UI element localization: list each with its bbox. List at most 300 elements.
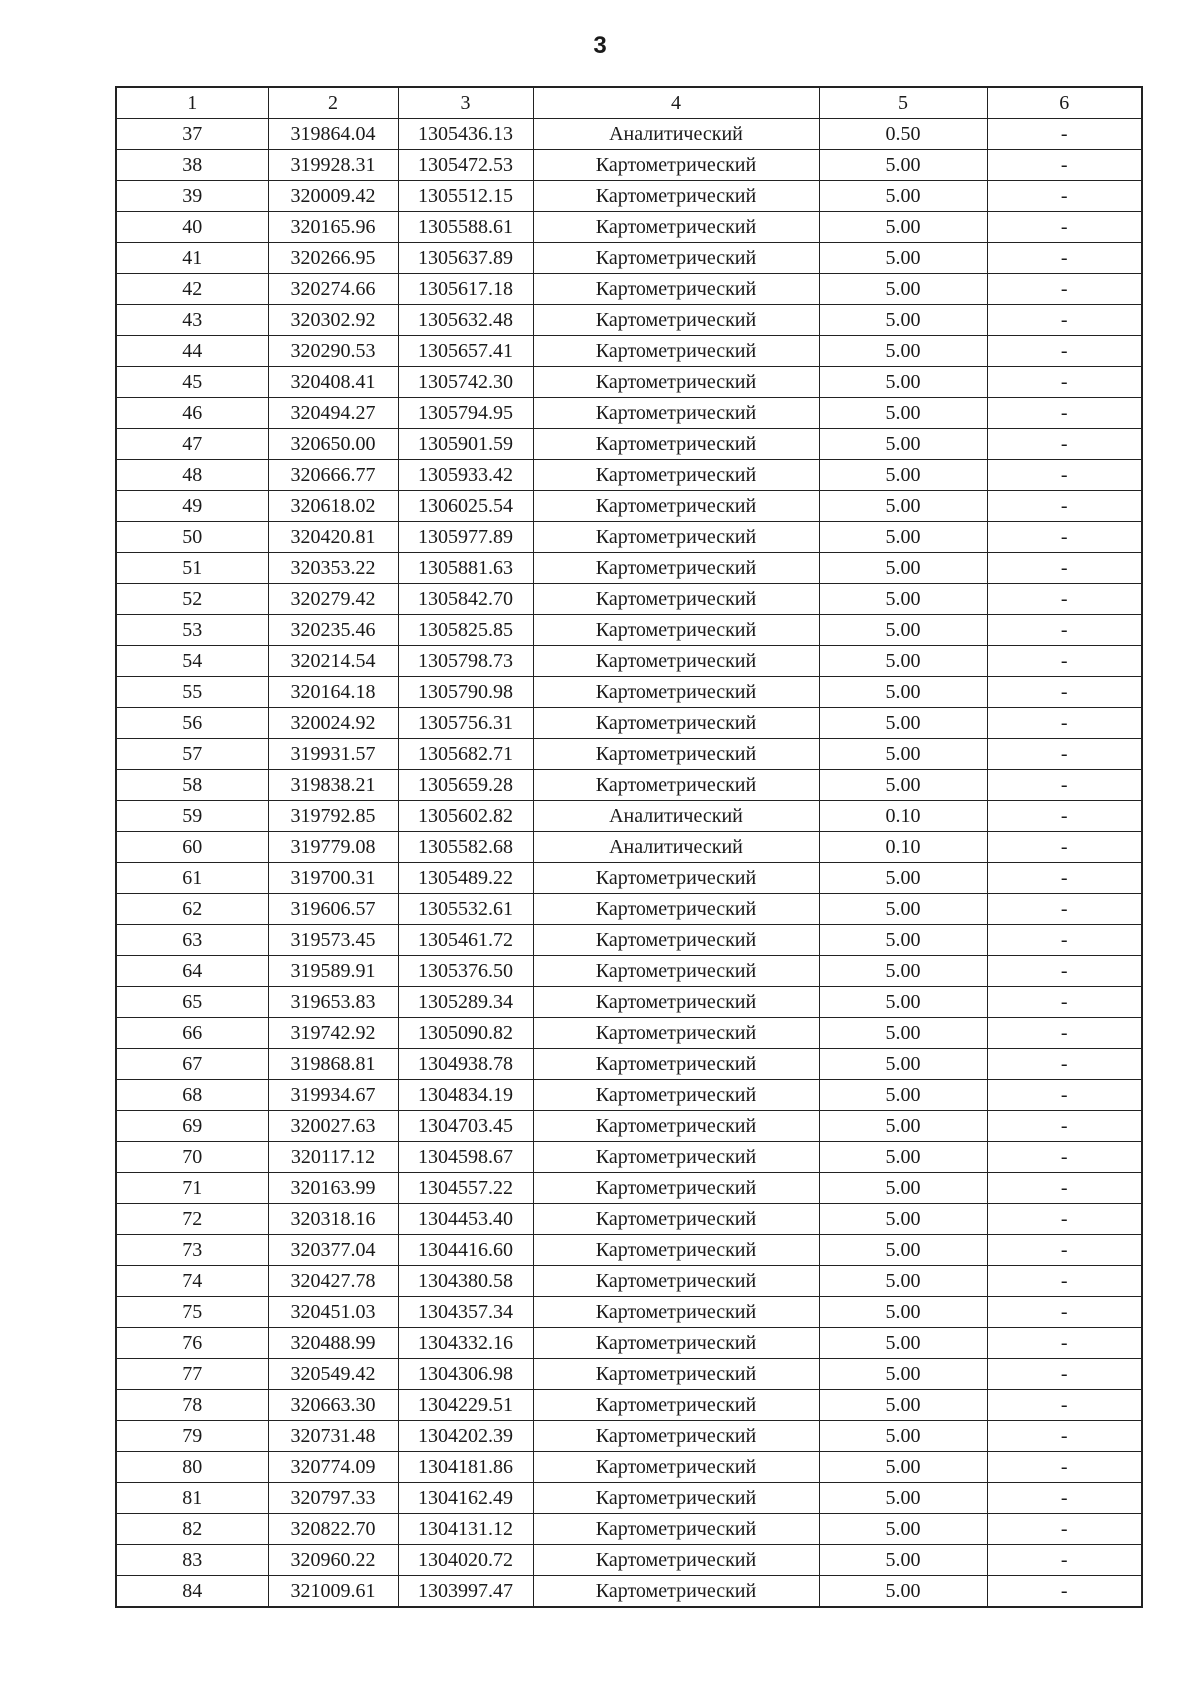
accuracy-cell: 5.00 xyxy=(819,1235,987,1266)
table-row xyxy=(116,1049,1142,1080)
table-row xyxy=(116,460,1142,491)
description-cell: - xyxy=(987,770,1142,801)
description-cell: - xyxy=(987,1390,1142,1421)
point-number-cell: 54 xyxy=(116,646,268,677)
description-cell: - xyxy=(987,553,1142,584)
column-header-4: 4 xyxy=(533,87,819,119)
point-number-cell: 39 xyxy=(116,181,268,212)
accuracy-cell: 5.00 xyxy=(819,150,987,181)
table-row xyxy=(116,925,1142,956)
method-cell: Аналитический xyxy=(533,119,819,150)
accuracy-cell: 5.00 xyxy=(819,956,987,987)
description-cell: - xyxy=(987,1173,1142,1204)
table-row xyxy=(116,1328,1142,1359)
method-cell: Картометрический xyxy=(533,1328,819,1359)
x-coordinate-cell: 320353.22 xyxy=(268,553,398,584)
point-number-cell: 83 xyxy=(116,1545,268,1576)
x-coordinate-cell: 320666.77 xyxy=(268,460,398,491)
x-coordinate-cell: 319931.57 xyxy=(268,739,398,770)
accuracy-cell: 5.00 xyxy=(819,1359,987,1390)
y-coordinate-cell: 1305461.72 xyxy=(398,925,533,956)
accuracy-cell: 5.00 xyxy=(819,1080,987,1111)
x-coordinate-cell: 320164.18 xyxy=(268,677,398,708)
accuracy-cell: 5.00 xyxy=(819,1049,987,1080)
x-coordinate-cell: 319792.85 xyxy=(268,801,398,832)
description-cell: - xyxy=(987,398,1142,429)
point-number-cell: 72 xyxy=(116,1204,268,1235)
y-coordinate-cell: 1305489.22 xyxy=(398,863,533,894)
x-coordinate-cell: 319928.31 xyxy=(268,150,398,181)
point-number-cell: 46 xyxy=(116,398,268,429)
accuracy-cell: 5.00 xyxy=(819,894,987,925)
accuracy-cell: 5.00 xyxy=(819,1018,987,1049)
method-cell: Аналитический xyxy=(533,832,819,863)
table-row xyxy=(116,1483,1142,1514)
method-cell: Картометрический xyxy=(533,708,819,739)
accuracy-cell: 5.00 xyxy=(819,522,987,553)
y-coordinate-cell: 1304416.60 xyxy=(398,1235,533,1266)
method-cell: Картометрический xyxy=(533,522,819,553)
y-coordinate-cell: 1304202.39 xyxy=(398,1421,533,1452)
method-cell: Картометрический xyxy=(533,1204,819,1235)
table-row xyxy=(116,1080,1142,1111)
point-number-cell: 58 xyxy=(116,770,268,801)
accuracy-cell: 5.00 xyxy=(819,491,987,522)
table-row xyxy=(116,367,1142,398)
table-row xyxy=(116,553,1142,584)
method-cell: Картометрический xyxy=(533,274,819,305)
description-cell: - xyxy=(987,1049,1142,1080)
point-number-cell: 75 xyxy=(116,1297,268,1328)
y-coordinate-cell: 1304131.12 xyxy=(398,1514,533,1545)
x-coordinate-cell: 320318.16 xyxy=(268,1204,398,1235)
x-coordinate-cell: 320408.41 xyxy=(268,367,398,398)
coordinates-table xyxy=(115,86,1143,1608)
accuracy-cell: 5.00 xyxy=(819,1514,987,1545)
table-row xyxy=(116,1514,1142,1545)
table-row xyxy=(116,1266,1142,1297)
y-coordinate-cell: 1304557.22 xyxy=(398,1173,533,1204)
table-row xyxy=(116,398,1142,429)
description-cell: - xyxy=(987,119,1142,150)
method-cell: Картометрический xyxy=(533,1452,819,1483)
method-cell: Картометрический xyxy=(533,987,819,1018)
x-coordinate-cell: 320427.78 xyxy=(268,1266,398,1297)
description-cell: - xyxy=(987,832,1142,863)
description-cell: - xyxy=(987,1142,1142,1173)
y-coordinate-cell: 1305659.28 xyxy=(398,770,533,801)
point-number-cell: 66 xyxy=(116,1018,268,1049)
accuracy-cell: 5.00 xyxy=(819,460,987,491)
point-number-cell: 61 xyxy=(116,863,268,894)
accuracy-cell: 5.00 xyxy=(819,1421,987,1452)
accuracy-cell: 5.00 xyxy=(819,1576,987,1608)
accuracy-cell: 5.00 xyxy=(819,212,987,243)
column-header-5: 5 xyxy=(819,87,987,119)
x-coordinate-cell: 320451.03 xyxy=(268,1297,398,1328)
x-coordinate-cell: 320731.48 xyxy=(268,1421,398,1452)
point-number-cell: 67 xyxy=(116,1049,268,1080)
y-coordinate-cell: 1304162.49 xyxy=(398,1483,533,1514)
accuracy-cell: 5.00 xyxy=(819,1390,987,1421)
description-cell: - xyxy=(987,1452,1142,1483)
point-number-cell: 84 xyxy=(116,1576,268,1608)
x-coordinate-cell: 320117.12 xyxy=(268,1142,398,1173)
description-cell: - xyxy=(987,1111,1142,1142)
y-coordinate-cell: 1305637.89 xyxy=(398,243,533,274)
accuracy-cell: 5.00 xyxy=(819,429,987,460)
table-row xyxy=(116,212,1142,243)
y-coordinate-cell: 1305657.41 xyxy=(398,336,533,367)
y-coordinate-cell: 1305512.15 xyxy=(398,181,533,212)
table-row xyxy=(116,987,1142,1018)
y-coordinate-cell: 1305436.13 xyxy=(398,119,533,150)
method-cell: Картометрический xyxy=(533,646,819,677)
point-number-cell: 77 xyxy=(116,1359,268,1390)
description-cell: - xyxy=(987,1266,1142,1297)
x-coordinate-cell: 319589.91 xyxy=(268,956,398,987)
accuracy-cell: 5.00 xyxy=(819,739,987,770)
point-number-cell: 81 xyxy=(116,1483,268,1514)
y-coordinate-cell: 1304229.51 xyxy=(398,1390,533,1421)
y-coordinate-cell: 1305090.82 xyxy=(398,1018,533,1049)
accuracy-cell: 5.00 xyxy=(819,274,987,305)
description-cell: - xyxy=(987,739,1142,770)
method-cell: Картометрический xyxy=(533,1173,819,1204)
description-cell: - xyxy=(987,1080,1142,1111)
point-number-cell: 76 xyxy=(116,1328,268,1359)
table-row xyxy=(116,584,1142,615)
accuracy-cell: 5.00 xyxy=(819,1297,987,1328)
description-cell: - xyxy=(987,1297,1142,1328)
x-coordinate-cell: 320663.30 xyxy=(268,1390,398,1421)
point-number-cell: 64 xyxy=(116,956,268,987)
x-coordinate-cell: 320774.09 xyxy=(268,1452,398,1483)
y-coordinate-cell: 1304834.19 xyxy=(398,1080,533,1111)
accuracy-cell: 5.00 xyxy=(819,863,987,894)
table-row xyxy=(116,1204,1142,1235)
y-coordinate-cell: 1305842.70 xyxy=(398,584,533,615)
point-number-cell: 62 xyxy=(116,894,268,925)
point-number-cell: 44 xyxy=(116,336,268,367)
point-number-cell: 82 xyxy=(116,1514,268,1545)
method-cell: Картометрический xyxy=(533,305,819,336)
description-cell: - xyxy=(987,181,1142,212)
x-coordinate-cell: 320377.04 xyxy=(268,1235,398,1266)
x-coordinate-cell: 320650.00 xyxy=(268,429,398,460)
x-coordinate-cell: 320235.46 xyxy=(268,615,398,646)
x-coordinate-cell: 320279.42 xyxy=(268,584,398,615)
accuracy-cell: 5.00 xyxy=(819,1483,987,1514)
description-cell: - xyxy=(987,987,1142,1018)
y-coordinate-cell: 1305289.34 xyxy=(398,987,533,1018)
y-coordinate-cell: 1305794.95 xyxy=(398,398,533,429)
y-coordinate-cell: 1304380.58 xyxy=(398,1266,533,1297)
table-row xyxy=(116,305,1142,336)
point-number-cell: 38 xyxy=(116,150,268,181)
y-coordinate-cell: 1305682.71 xyxy=(398,739,533,770)
table-row xyxy=(116,1452,1142,1483)
y-coordinate-cell: 1304020.72 xyxy=(398,1545,533,1576)
method-cell: Картометрический xyxy=(533,925,819,956)
table-row xyxy=(116,181,1142,212)
y-coordinate-cell: 1305901.59 xyxy=(398,429,533,460)
table-row xyxy=(116,1297,1142,1328)
description-cell: - xyxy=(987,212,1142,243)
accuracy-cell: 5.00 xyxy=(819,367,987,398)
accuracy-cell: 5.00 xyxy=(819,398,987,429)
point-number-cell: 71 xyxy=(116,1173,268,1204)
point-number-cell: 73 xyxy=(116,1235,268,1266)
accuracy-cell: 5.00 xyxy=(819,1452,987,1483)
point-number-cell: 63 xyxy=(116,925,268,956)
accuracy-cell: 5.00 xyxy=(819,305,987,336)
description-cell: - xyxy=(987,956,1142,987)
accuracy-cell: 5.00 xyxy=(819,584,987,615)
point-number-cell: 37 xyxy=(116,119,268,150)
description-cell: - xyxy=(987,801,1142,832)
accuracy-cell: 0.10 xyxy=(819,801,987,832)
table-row xyxy=(116,150,1142,181)
description-cell: - xyxy=(987,336,1142,367)
table-row xyxy=(116,832,1142,863)
point-number-cell: 42 xyxy=(116,274,268,305)
y-coordinate-cell: 1305756.31 xyxy=(398,708,533,739)
description-cell: - xyxy=(987,1483,1142,1514)
point-number-cell: 55 xyxy=(116,677,268,708)
accuracy-cell: 5.00 xyxy=(819,925,987,956)
x-coordinate-cell: 319653.83 xyxy=(268,987,398,1018)
point-number-cell: 50 xyxy=(116,522,268,553)
accuracy-cell: 5.00 xyxy=(819,553,987,584)
method-cell: Картометрический xyxy=(533,181,819,212)
table-body xyxy=(116,119,1142,1608)
accuracy-cell: 5.00 xyxy=(819,1545,987,1576)
point-number-cell: 53 xyxy=(116,615,268,646)
method-cell: Картометрический xyxy=(533,1049,819,1080)
x-coordinate-cell: 320024.92 xyxy=(268,708,398,739)
column-header-2: 2 xyxy=(268,87,398,119)
method-cell: Картометрический xyxy=(533,367,819,398)
column-header-1: 1 xyxy=(116,87,268,119)
y-coordinate-cell: 1304181.86 xyxy=(398,1452,533,1483)
method-cell: Картометрический xyxy=(533,1514,819,1545)
description-cell: - xyxy=(987,1359,1142,1390)
point-number-cell: 43 xyxy=(116,305,268,336)
point-number-cell: 40 xyxy=(116,212,268,243)
column-header-6: 6 xyxy=(987,87,1142,119)
x-coordinate-cell: 320266.95 xyxy=(268,243,398,274)
y-coordinate-cell: 1304357.34 xyxy=(398,1297,533,1328)
description-cell: - xyxy=(987,615,1142,646)
x-coordinate-cell: 320302.92 xyxy=(268,305,398,336)
description-cell: - xyxy=(987,1328,1142,1359)
description-cell: - xyxy=(987,646,1142,677)
table-row xyxy=(116,863,1142,894)
method-cell: Картометрический xyxy=(533,1111,819,1142)
method-cell: Картометрический xyxy=(533,1235,819,1266)
y-coordinate-cell: 1305977.89 xyxy=(398,522,533,553)
method-cell: Картометрический xyxy=(533,1018,819,1049)
accuracy-cell: 5.00 xyxy=(819,1173,987,1204)
point-number-cell: 68 xyxy=(116,1080,268,1111)
y-coordinate-cell: 1304598.67 xyxy=(398,1142,533,1173)
table-row xyxy=(116,956,1142,987)
accuracy-cell: 5.00 xyxy=(819,708,987,739)
y-coordinate-cell: 1304703.45 xyxy=(398,1111,533,1142)
x-coordinate-cell: 320290.53 xyxy=(268,336,398,367)
y-coordinate-cell: 1305790.98 xyxy=(398,677,533,708)
method-cell: Картометрический xyxy=(533,584,819,615)
point-number-cell: 41 xyxy=(116,243,268,274)
method-cell: Картометрический xyxy=(533,863,819,894)
table-row xyxy=(116,1142,1142,1173)
description-cell: - xyxy=(987,1576,1142,1608)
point-number-cell: 79 xyxy=(116,1421,268,1452)
point-number-cell: 52 xyxy=(116,584,268,615)
method-cell: Картометрический xyxy=(533,1142,819,1173)
y-coordinate-cell: 1305376.50 xyxy=(398,956,533,987)
point-number-cell: 80 xyxy=(116,1452,268,1483)
description-cell: - xyxy=(987,1421,1142,1452)
table-row xyxy=(116,1390,1142,1421)
description-cell: - xyxy=(987,1204,1142,1235)
method-cell: Картометрический xyxy=(533,956,819,987)
y-coordinate-cell: 1305588.61 xyxy=(398,212,533,243)
point-number-cell: 65 xyxy=(116,987,268,1018)
table-row xyxy=(116,243,1142,274)
table-row xyxy=(116,274,1142,305)
x-coordinate-cell: 319838.21 xyxy=(268,770,398,801)
description-cell: - xyxy=(987,429,1142,460)
y-coordinate-cell: 1305825.85 xyxy=(398,615,533,646)
x-coordinate-cell: 320960.22 xyxy=(268,1545,398,1576)
accuracy-cell: 5.00 xyxy=(819,615,987,646)
y-coordinate-cell: 1305632.48 xyxy=(398,305,533,336)
table-row xyxy=(116,894,1142,925)
method-cell: Картометрический xyxy=(533,1545,819,1576)
table-row xyxy=(116,1018,1142,1049)
y-coordinate-cell: 1304938.78 xyxy=(398,1049,533,1080)
description-cell: - xyxy=(987,708,1142,739)
accuracy-cell: 5.00 xyxy=(819,1142,987,1173)
description-cell: - xyxy=(987,1018,1142,1049)
x-coordinate-cell: 320618.02 xyxy=(268,491,398,522)
point-number-cell: 74 xyxy=(116,1266,268,1297)
method-cell: Картометрический xyxy=(533,1297,819,1328)
table-row xyxy=(116,429,1142,460)
point-number-cell: 57 xyxy=(116,739,268,770)
point-number-cell: 59 xyxy=(116,801,268,832)
description-cell: - xyxy=(987,925,1142,956)
table-row xyxy=(116,1235,1142,1266)
accuracy-cell: 5.00 xyxy=(819,1266,987,1297)
point-number-cell: 49 xyxy=(116,491,268,522)
method-cell: Картометрический xyxy=(533,677,819,708)
method-cell: Картометрический xyxy=(533,212,819,243)
header-row xyxy=(116,87,1142,119)
accuracy-cell: 5.00 xyxy=(819,336,987,367)
page-number: 3 xyxy=(593,32,607,59)
x-coordinate-cell: 320797.33 xyxy=(268,1483,398,1514)
method-cell: Картометрический xyxy=(533,1359,819,1390)
y-coordinate-cell: 1304332.16 xyxy=(398,1328,533,1359)
y-coordinate-cell: 1305933.42 xyxy=(398,460,533,491)
description-cell: - xyxy=(987,367,1142,398)
table-row xyxy=(116,1576,1142,1608)
method-cell: Картометрический xyxy=(533,739,819,770)
description-cell: - xyxy=(987,1514,1142,1545)
table-row xyxy=(116,801,1142,832)
y-coordinate-cell: 1305582.68 xyxy=(398,832,533,863)
x-coordinate-cell: 320274.66 xyxy=(268,274,398,305)
method-cell: Картометрический xyxy=(533,336,819,367)
accuracy-cell: 5.00 xyxy=(819,1204,987,1235)
y-coordinate-cell: 1305617.18 xyxy=(398,274,533,305)
accuracy-cell: 5.00 xyxy=(819,181,987,212)
x-coordinate-cell: 319868.81 xyxy=(268,1049,398,1080)
table-row xyxy=(116,336,1142,367)
y-coordinate-cell: 1305881.63 xyxy=(398,553,533,584)
method-cell: Картометрический xyxy=(533,1390,819,1421)
table-row xyxy=(116,119,1142,150)
table-row xyxy=(116,708,1142,739)
accuracy-cell: 0.50 xyxy=(819,119,987,150)
accuracy-cell: 5.00 xyxy=(819,677,987,708)
method-cell: Картометрический xyxy=(533,1421,819,1452)
point-number-cell: 69 xyxy=(116,1111,268,1142)
table-row xyxy=(116,522,1142,553)
method-cell: Картометрический xyxy=(533,553,819,584)
x-coordinate-cell: 320494.27 xyxy=(268,398,398,429)
x-coordinate-cell: 320420.81 xyxy=(268,522,398,553)
description-cell: - xyxy=(987,894,1142,925)
table-row xyxy=(116,677,1142,708)
x-coordinate-cell: 320822.70 xyxy=(268,1514,398,1545)
description-cell: - xyxy=(987,150,1142,181)
x-coordinate-cell: 320165.96 xyxy=(268,212,398,243)
accuracy-cell: 5.00 xyxy=(819,243,987,274)
table-row xyxy=(116,1111,1142,1142)
y-coordinate-cell: 1305602.82 xyxy=(398,801,533,832)
y-coordinate-cell: 1304453.40 xyxy=(398,1204,533,1235)
method-cell: Картометрический xyxy=(533,150,819,181)
table-row xyxy=(116,615,1142,646)
method-cell: Картометрический xyxy=(533,398,819,429)
method-cell: Картометрический xyxy=(533,491,819,522)
description-cell: - xyxy=(987,1545,1142,1576)
point-number-cell: 60 xyxy=(116,832,268,863)
x-coordinate-cell: 319742.92 xyxy=(268,1018,398,1049)
method-cell: Картометрический xyxy=(533,1576,819,1608)
method-cell: Картометрический xyxy=(533,460,819,491)
description-cell: - xyxy=(987,243,1142,274)
x-coordinate-cell: 321009.61 xyxy=(268,1576,398,1608)
x-coordinate-cell: 319934.67 xyxy=(268,1080,398,1111)
table-row xyxy=(116,491,1142,522)
point-number-cell: 51 xyxy=(116,553,268,584)
method-cell: Картометрический xyxy=(533,894,819,925)
x-coordinate-cell: 319606.57 xyxy=(268,894,398,925)
accuracy-cell: 5.00 xyxy=(819,1111,987,1142)
method-cell: Картометрический xyxy=(533,1080,819,1111)
description-cell: - xyxy=(987,522,1142,553)
y-coordinate-cell: 1306025.54 xyxy=(398,491,533,522)
x-coordinate-cell: 319700.31 xyxy=(268,863,398,894)
accuracy-cell: 5.00 xyxy=(819,646,987,677)
y-coordinate-cell: 1305472.53 xyxy=(398,150,533,181)
x-coordinate-cell: 320214.54 xyxy=(268,646,398,677)
